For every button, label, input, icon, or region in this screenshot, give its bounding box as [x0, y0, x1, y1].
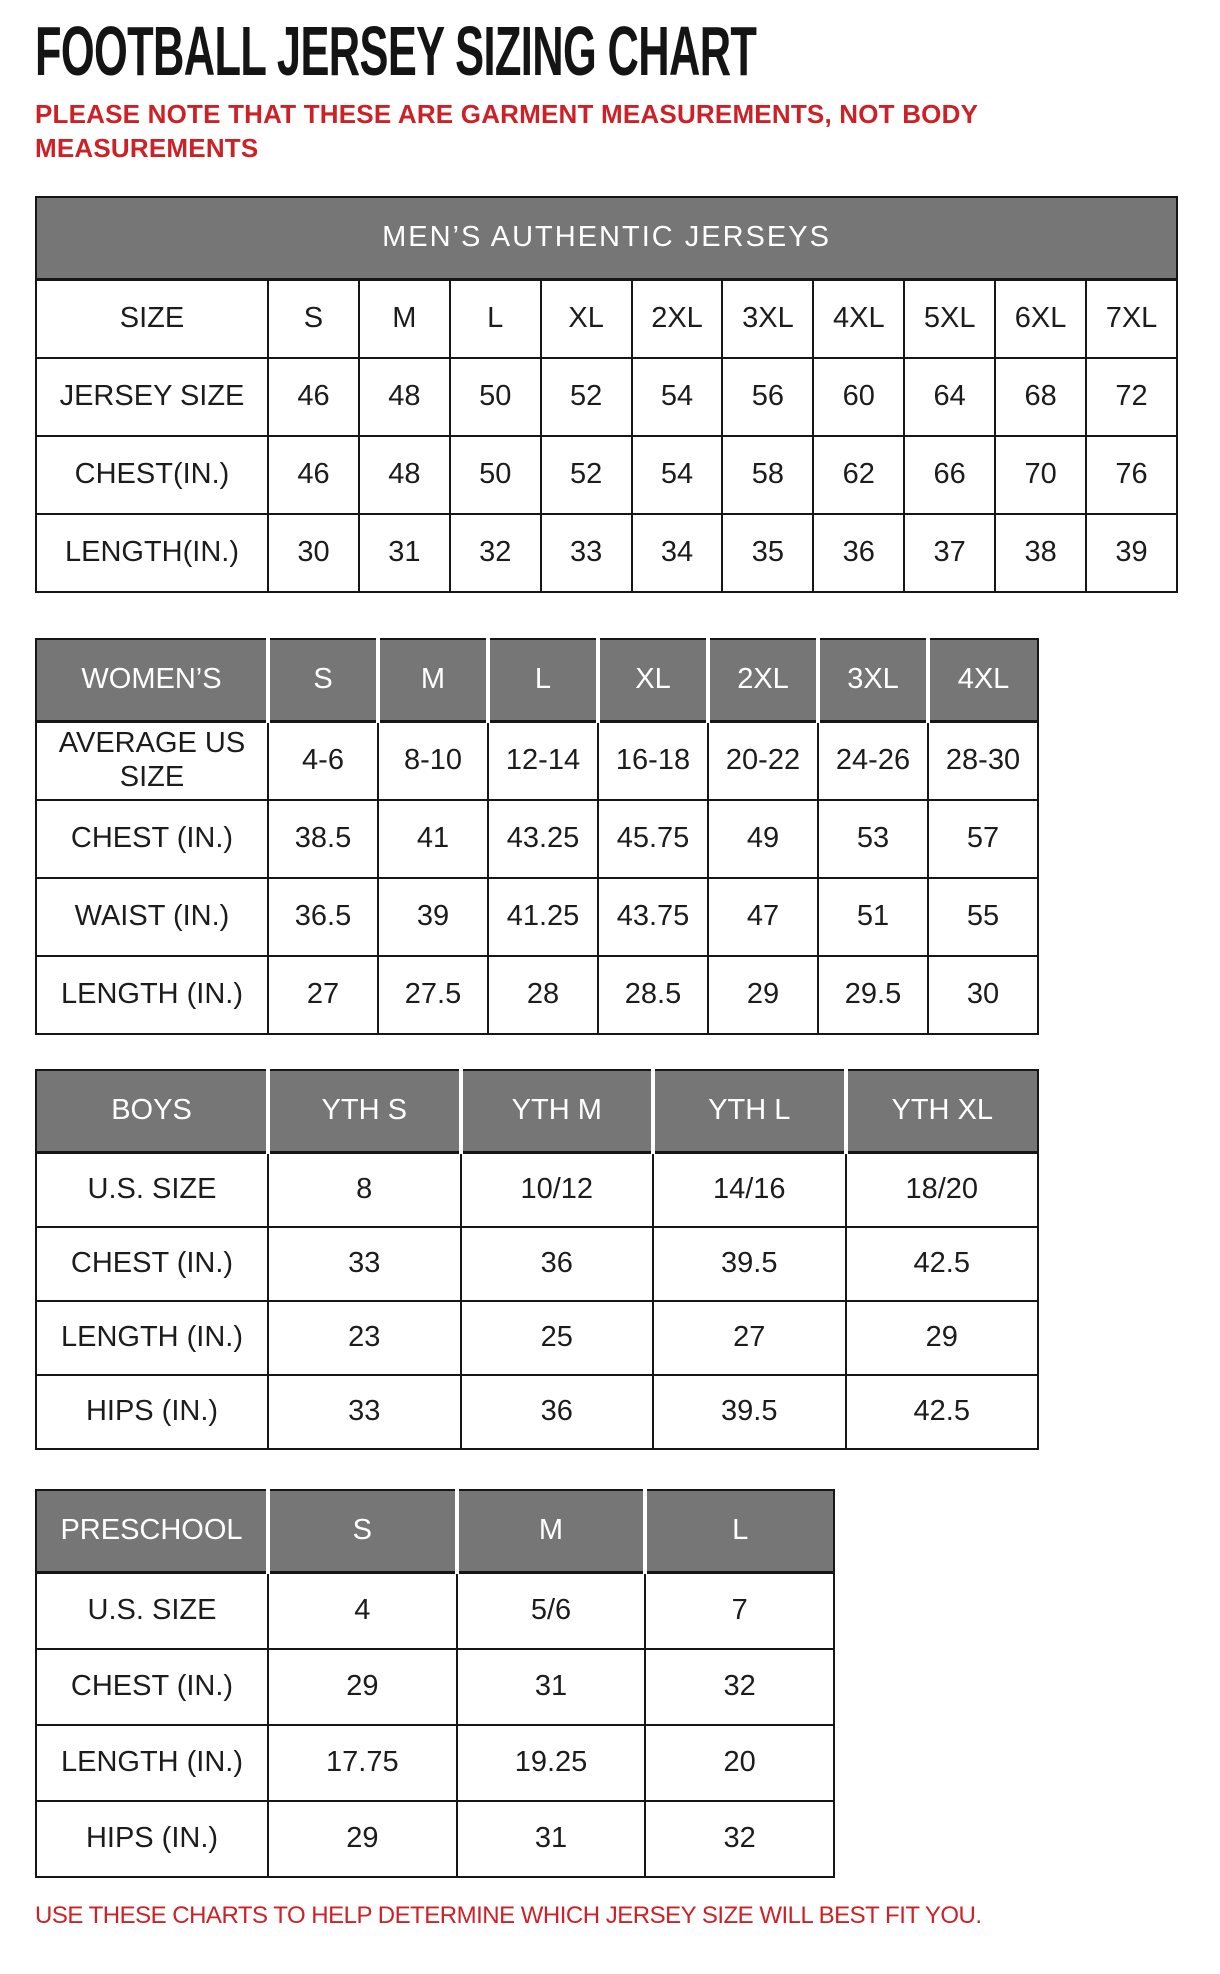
mens-value-cell: 36: [813, 514, 904, 592]
mens-row-label: JERSEY SIZE: [36, 358, 268, 436]
mens-value-cell: 60: [813, 358, 904, 436]
preschool-value-cell: 7: [645, 1572, 834, 1649]
mens-value-cell: 62: [813, 436, 904, 514]
mens-value-cell: 58: [722, 436, 813, 514]
boys-size-table: [35, 1069, 1039, 1450]
womens-row-2: [36, 878, 1038, 956]
boys-value-cell: 39.5: [653, 1375, 846, 1449]
mens-value-cell: 6XL: [995, 279, 1086, 358]
boys-value-cell: 39.5: [653, 1227, 846, 1301]
mens-value-cell: 54: [632, 358, 723, 436]
mens-value-cell: 35: [722, 514, 813, 592]
boys-value-cell: 10/12: [461, 1152, 654, 1227]
preschool-value-cell: 32: [645, 1649, 834, 1725]
mens-value-cell: 48: [359, 358, 450, 436]
womens-value-cell: 41.25: [488, 878, 598, 956]
mens-value-cell: 50: [450, 436, 541, 514]
womens-column-header: 3XL: [818, 639, 928, 722]
womens-value-cell: 57: [928, 800, 1038, 878]
mens-value-cell: 52: [541, 436, 632, 514]
mens-value-cell: 38: [995, 514, 1086, 592]
preschool-header-row: [36, 1490, 834, 1573]
boys-row-label: LENGTH (IN.): [36, 1301, 268, 1375]
womens-value-cell: 4-6: [268, 721, 378, 800]
boys-row-3: [36, 1375, 1038, 1449]
mens-header-row: [36, 197, 1177, 280]
mens-value-cell: 76: [1086, 436, 1177, 514]
boys-table-title: BOYS: [36, 1070, 268, 1153]
womens-value-cell: 28-30: [928, 721, 1038, 800]
preschool-value-cell: 20: [645, 1725, 834, 1801]
mens-value-cell: M: [359, 279, 450, 358]
preschool-value-cell: 31: [457, 1801, 646, 1877]
boys-value-cell: 36: [461, 1227, 654, 1301]
garment-measurements-note: PLEASE NOTE THAT THESE ARE GARMENT MEASUREMENTS, NOT BODY MEASUREMENTS: [35, 99, 978, 163]
womens-value-cell: 30: [928, 956, 1038, 1034]
mens-value-cell: 3XL: [722, 279, 813, 358]
tables-container: [35, 196, 1220, 1878]
mens-row-0: [36, 279, 1177, 358]
womens-table-title: WOMEN’S: [36, 639, 268, 722]
preschool-column-header: M: [457, 1490, 646, 1573]
preschool-size-table: [35, 1489, 835, 1878]
preschool-row-1: [36, 1649, 834, 1725]
preschool-value-cell: 19.25: [457, 1725, 646, 1801]
boys-column-header: YTH M: [461, 1070, 654, 1153]
preschool-value-cell: 4: [268, 1572, 457, 1649]
mens-value-cell: 70: [995, 436, 1086, 514]
womens-value-cell: 38.5: [268, 800, 378, 878]
boys-value-cell: 29: [846, 1301, 1039, 1375]
boys-value-cell: 33: [268, 1375, 461, 1449]
womens-column-header: M: [378, 639, 488, 722]
boys-value-cell: 14/16: [653, 1152, 846, 1227]
mens-row-3: [36, 514, 1177, 592]
womens-value-cell: 29.5: [818, 956, 928, 1034]
mens-value-cell: XL: [541, 279, 632, 358]
womens-value-cell: 51: [818, 878, 928, 956]
mens-value-cell: 32: [450, 514, 541, 592]
preschool-row-0: [36, 1572, 834, 1649]
mens-value-cell: 46: [268, 358, 359, 436]
mens-value-cell: S: [268, 279, 359, 358]
womens-row-label: AVERAGE US SIZE: [36, 721, 268, 800]
boys-value-cell: 8: [268, 1152, 461, 1227]
womens-table: [35, 638, 1220, 1035]
mens-value-cell: 66: [904, 436, 995, 514]
mens-value-cell: 56: [722, 358, 813, 436]
mens-value-cell: 48: [359, 436, 450, 514]
womens-value-cell: 29: [708, 956, 818, 1034]
womens-row-0: [36, 721, 1038, 800]
boys-value-cell: 42.5: [846, 1375, 1039, 1449]
mens-value-cell: 50: [450, 358, 541, 436]
womens-column-header: 2XL: [708, 639, 818, 722]
boys-value-cell: 36: [461, 1375, 654, 1449]
mens-value-cell: 4XL: [813, 279, 904, 358]
boys-row-0: [36, 1152, 1038, 1227]
mens-value-cell: 33: [541, 514, 632, 592]
boys-value-cell: 27: [653, 1301, 846, 1375]
womens-value-cell: 39: [378, 878, 488, 956]
mens-value-cell: 2XL: [632, 279, 723, 358]
boys-row-label: U.S. SIZE: [36, 1152, 268, 1227]
mens-table-title: MEN’S AUTHENTIC JERSEYS: [36, 197, 1177, 280]
boys-table: [35, 1069, 1220, 1450]
preschool-row-2: [36, 1725, 834, 1801]
boys-value-cell: 25: [461, 1301, 654, 1375]
mens-value-cell: 52: [541, 358, 632, 436]
womens-column-header: L: [488, 639, 598, 722]
mens-value-cell: 37: [904, 514, 995, 592]
mens-value-cell: 39: [1086, 514, 1177, 592]
womens-value-cell: 28.5: [598, 956, 708, 1034]
womens-value-cell: 55: [928, 878, 1038, 956]
preschool-column-header: S: [268, 1490, 457, 1573]
womens-column-header: XL: [598, 639, 708, 722]
preschool-value-cell: 29: [268, 1801, 457, 1877]
preschool-row-label: U.S. SIZE: [36, 1572, 268, 1649]
womens-value-cell: 43.25: [488, 800, 598, 878]
boys-column-header: YTH S: [268, 1070, 461, 1153]
mens-value-cell: 64: [904, 358, 995, 436]
womens-value-cell: 49: [708, 800, 818, 878]
mens-row-label: SIZE: [36, 279, 268, 358]
boys-value-cell: 42.5: [846, 1227, 1039, 1301]
mens-table: [35, 196, 1220, 593]
mens-value-cell: 46: [268, 436, 359, 514]
preschool-column-header: L: [645, 1490, 834, 1573]
boys-column-header: YTH L: [653, 1070, 846, 1153]
mens-value-cell: 68: [995, 358, 1086, 436]
womens-value-cell: 16-18: [598, 721, 708, 800]
preschool-value-cell: 32: [645, 1801, 834, 1877]
womens-row-label: LENGTH (IN.): [36, 956, 268, 1034]
preschool-table-title: PRESCHOOL: [36, 1490, 268, 1573]
mens-value-cell: 7XL: [1086, 279, 1177, 358]
boys-row-1: [36, 1227, 1038, 1301]
womens-column-header: 4XL: [928, 639, 1038, 722]
womens-value-cell: 24-26: [818, 721, 928, 800]
womens-column-header: S: [268, 639, 378, 722]
preschool-value-cell: 31: [457, 1649, 646, 1725]
page-title: FOOTBALL JERSEY SIZING CHART: [35, 12, 757, 90]
womens-size-table: [35, 638, 1039, 1035]
boys-header-row: [36, 1070, 1038, 1153]
womens-value-cell: 27: [268, 956, 378, 1034]
womens-value-cell: 45.75: [598, 800, 708, 878]
womens-value-cell: 20-22: [708, 721, 818, 800]
mens-row-2: [36, 436, 1177, 514]
mens-value-cell: 31: [359, 514, 450, 592]
boys-value-cell: 33: [268, 1227, 461, 1301]
preschool-table: [35, 1489, 1220, 1878]
womens-value-cell: 28: [488, 956, 598, 1034]
boys-column-header: YTH XL: [846, 1070, 1039, 1153]
womens-row-label: CHEST (IN.): [36, 800, 268, 878]
womens-row-1: [36, 800, 1038, 878]
boys-row-label: CHEST (IN.): [36, 1227, 268, 1301]
preschool-row-label: HIPS (IN.): [36, 1801, 268, 1877]
womens-value-cell: 8-10: [378, 721, 488, 800]
mens-value-cell: L: [450, 279, 541, 358]
preschool-row-label: LENGTH (IN.): [36, 1725, 268, 1801]
preschool-row-label: CHEST (IN.): [36, 1649, 268, 1725]
mens-value-cell: 30: [268, 514, 359, 592]
womens-value-cell: 41: [378, 800, 488, 878]
womens-row-3: [36, 956, 1038, 1034]
mens-value-cell: 5XL: [904, 279, 995, 358]
womens-value-cell: 53: [818, 800, 928, 878]
womens-value-cell: 12-14: [488, 721, 598, 800]
mens-value-cell: 34: [632, 514, 723, 592]
footer-note: USE THESE CHARTS TO HELP DETERMINE WHICH JERSEY SIZE WILL BEST FIT YOU.: [35, 1901, 982, 1929]
preschool-row-3: [36, 1801, 834, 1877]
womens-header-row: [36, 639, 1038, 722]
mens-size-table: [35, 196, 1178, 593]
womens-value-cell: 27.5: [378, 956, 488, 1034]
preschool-value-cell: 5/6: [457, 1572, 646, 1649]
preschool-value-cell: 17.75: [268, 1725, 457, 1801]
boys-value-cell: 23: [268, 1301, 461, 1375]
boys-row-2: [36, 1301, 1038, 1375]
mens-row-1: [36, 358, 1177, 436]
womens-value-cell: 43.75: [598, 878, 708, 956]
preschool-value-cell: 29: [268, 1649, 457, 1725]
mens-row-label: LENGTH(IN.): [36, 514, 268, 592]
womens-value-cell: 47: [708, 878, 818, 956]
boys-row-label: HIPS (IN.): [36, 1375, 268, 1449]
mens-value-cell: 72: [1086, 358, 1177, 436]
boys-value-cell: 18/20: [846, 1152, 1039, 1227]
womens-row-label: WAIST (IN.): [36, 878, 268, 956]
mens-row-label: CHEST(IN.): [36, 436, 268, 514]
mens-value-cell: 54: [632, 436, 723, 514]
womens-value-cell: 36.5: [268, 878, 378, 956]
